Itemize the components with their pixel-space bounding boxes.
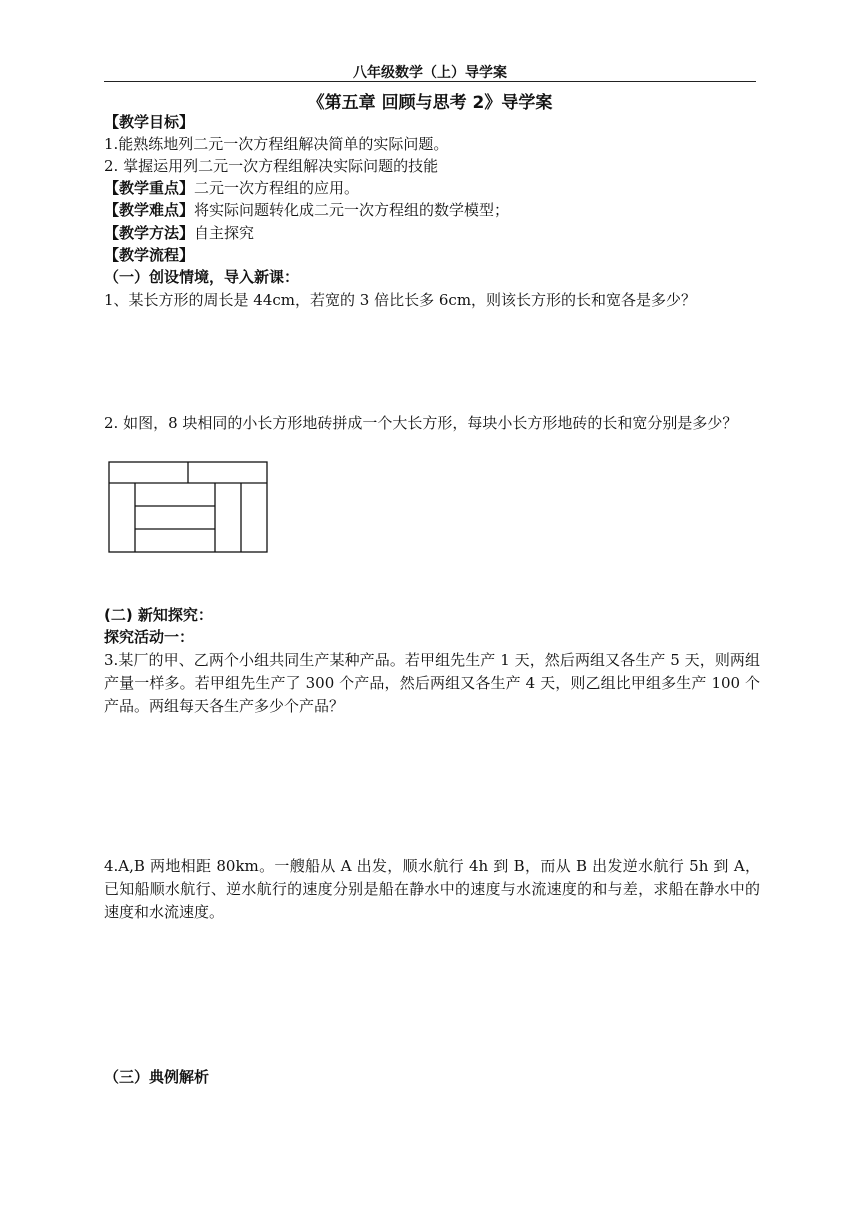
question-1: 1、某长方形的周长是 44cm，若宽的 3 倍比长多 6cm，则该长方形的长和宽各是多少？ — [104, 291, 697, 309]
section1-heading: （一）创设情境，导入新课： — [104, 268, 300, 286]
section3-heading: （三）典例解析 — [104, 1068, 210, 1086]
objective-item-2: 2. 掌握运用列二元一次方程组解决实际问题的技能 — [104, 157, 439, 175]
process-heading: 【教学流程】 — [104, 246, 195, 264]
method-text: 自主探究 — [194, 224, 255, 242]
method-line — [104, 222, 764, 244]
objectives-heading: 【教学目标】 — [104, 113, 195, 131]
method-label: 【教学方法】 — [104, 224, 195, 242]
objective-item-1: 1.能熟练地列二元一次方程组解决简单的实际问题。 — [104, 135, 449, 153]
difficulty-line — [104, 199, 764, 221]
difficulty-label: 【教学难点】 — [104, 201, 195, 219]
document-title: 《第五章 回顾与思考 2》导学案 — [307, 93, 553, 113]
key-point-text: 二元一次方程组的应用。 — [194, 179, 360, 197]
question-2: 2. 如图，8 块相同的小长方形地砖拼成一个大长方形，每块小长方形地砖的长和宽分别是多少？ — [104, 414, 738, 432]
header-rule — [104, 81, 756, 82]
key-point-line — [104, 177, 764, 199]
section2-heading: (二) 新知探究： — [104, 606, 213, 624]
activity-heading: 探究活动一： — [104, 628, 195, 646]
question-4: 4.A,B 两地相距 80km。一艘船从 A 出发，顺水航行 4h 到 B，而从 B 出发逆水航行 5h 到 A，已知船顺水航行、逆水航行的速度分别是船在静水中的速度与水流速度的和与差，求船在静水中的速度和水流速度。 — [104, 857, 760, 921]
running-header: 八年级数学（上）导学案 — [353, 65, 507, 81]
key-point-label: 【教学重点】 — [104, 179, 195, 197]
difficulty-text: 将实际问题转化成二元一次方程组的数学模型； — [194, 201, 510, 219]
question-3: 3.某厂的甲、乙两个小组共同生产某种产品。若甲组先生产 1 天，然后两组又各生产 5 天，则两组产量一样多。若甲组先生产了 300 个产品，然后两组又各生产 4 天，则乙组比甲组多生产 100 个产品。两组每天各生产多少个产品？ — [104, 651, 760, 715]
tile-figure — [108, 461, 272, 557]
